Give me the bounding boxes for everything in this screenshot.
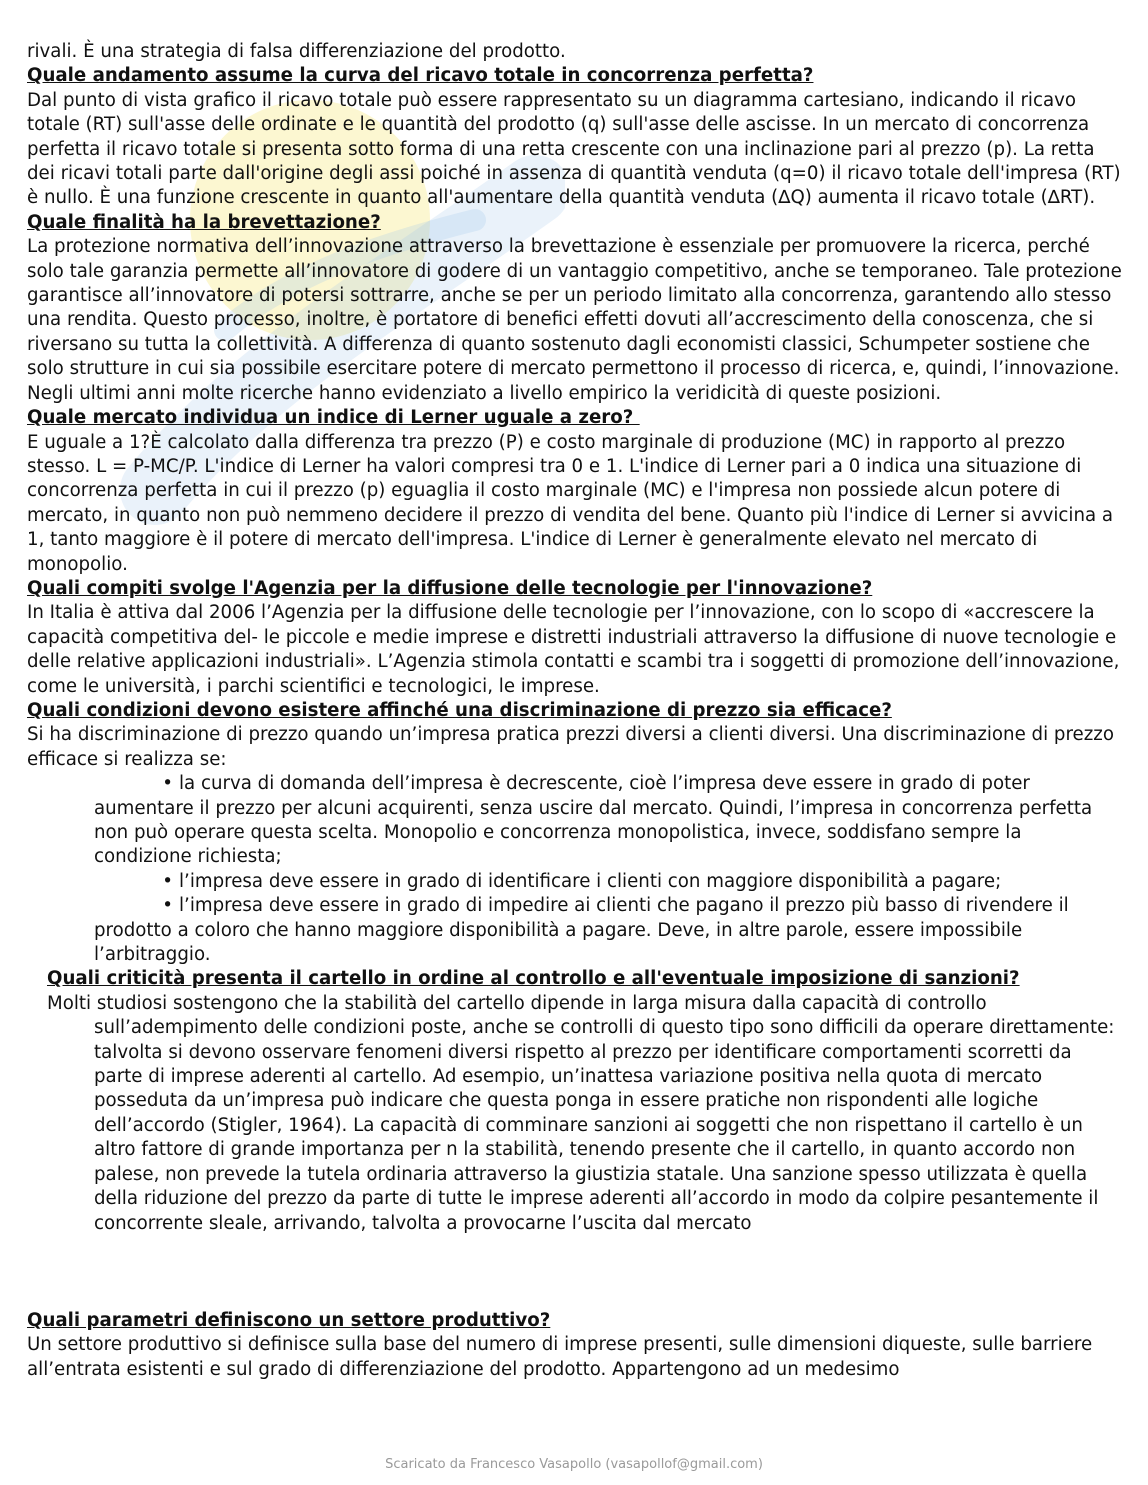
document-body bbox=[27, 40, 1122, 1382]
answer-settore: Un settore produttivo si definisce sulla base del numero di imprese presenti, sulle dimensioni diqueste, sulle barriere all’entrata esistenti e sul grado di differenziazione del prodotto. Appartengono ad un medesimo bbox=[27, 1334, 1093, 1380]
question-brevettazione: Quale finalità ha la brevettazione? bbox=[27, 211, 381, 233]
question-cartello: Quali criticità presenta il cartello in ordine al controllo e all'eventuale imposizione di sanzioni? bbox=[47, 968, 1020, 990]
question-lerner: Quale mercato individua un indice di Lerner uguale a zero? bbox=[27, 407, 640, 429]
spacer bbox=[27, 1236, 1122, 1309]
bullet-icon: • bbox=[162, 895, 173, 917]
question-agenzia: Quali compiti svolge l'Agenzia per la diffusione delle tecnologie per l'innovazione? bbox=[27, 577, 873, 599]
answer-discriminazione: Si ha discriminazione di prezzo quando un’impresa pratica prezzi diversi a clienti diversi. Una discriminazione di prezzo efficace si realizza se: bbox=[27, 724, 1114, 770]
answer-ricavo-totale: Dal punto di vista grafico il ricavo totale può essere rappresentato su un diagramma cartesiano, indicando il ricavo totale (RT) sull'asse delle ordinate e le quantità del prodotto (q) sull'asse delle ascisse. In un mercato di concorrenza perfetta il ricavo totale si presenta sotto forma di una retta crescente con una inclinazione pari al prezzo (p). La retta dei ricavi totali parte dall'origine degli assi poiché in assenza di quantità venduta (q=0) il ricavo totale dell'impresa (RT) è nullo. È una funzione crescente in quanto all'aumentare della quantità venduta (∆Q) aumenta il ricavo totale (∆RT). bbox=[27, 89, 1121, 209]
intro-tail: rivali. È una strategia di falsa differenziazione del prodotto. bbox=[27, 41, 566, 62]
list-item: • l’impresa deve essere in grado di identificare i clienti con maggiore disponibilità a pagare; bbox=[27, 870, 1122, 894]
bullet-icon: • bbox=[162, 870, 173, 892]
answer-agenzia: In Italia è attiva dal 2006 l’Agenzia per la diffusione delle tecnologie per l’innovazione, con lo scopo di «accrescere la capacità competitiva del- le piccole e medie imprese e distretti industriali attraverso la diffusione di nuove tecnologie e delle relative applicazioni industriali». L’Agenzia stimola contatti e scambi tra i soggetti di promozione dell’innovazione, come le università, i parchi scientifici e tecnologici, le imprese. bbox=[27, 602, 1120, 697]
question-ricavo-totale: Quale andamento assume la curva del ricavo totale in concorrenza perfetta? bbox=[27, 65, 814, 87]
list-item: • la curva di domanda dell’impresa è decrescente, cioè l’impresa deve essere in grado di poter aumentare il prezzo per alcuni acquirenti, senza uscire dal mercato. Quindi, l’impresa in concorrenza perfetta non può operare questa scelta. Monopolio e concorrenza monopolistica, invece, soddisfano sempre la condizione richiesta; bbox=[27, 772, 1122, 870]
bullet-icon: • bbox=[162, 773, 173, 795]
question-discriminazione: Quali condizioni devono esistere affinché una discriminazione di prezzo sia efficace? bbox=[27, 699, 892, 721]
list-item: • l’impresa deve essere in grado di impedire ai clienti che pagano il prezzo più basso di rivendere il prodotto a coloro che hanno maggiore disponibilità a pagare. Deve, in altre parole, essere impossibile l’arbitraggio. bbox=[27, 894, 1122, 967]
answer-brevettazione: La protezione normativa dell’innovazione attraverso la brevettazione è essenziale per promuovere la ricerca, perché solo tale garanzia permette all’innovatore di godere di un vantaggio competitivo, anche se temporaneo. Tale protezione garantisce all’innovatore di potersi sottrarre, anche se per un periodo limitato alla concorrenza, garantendo allo stesso una rendita. Questo processo, inoltre, è portatore di benefici effetti dovuti all’accrescimento della conoscenza, che si riversano su tutta la collettività. A differenza di quanto sostenuto dagli economisti classici, Schumpeter sostiene che solo strutture in cui sia possibile esercitare potere di mercato permettono il processo di ricerca, e, quindi, l’innovazione. Negli ultimi anni molte ricerche hanno evidenziato a livello empirico la veridicità di queste posizioni. bbox=[27, 236, 1122, 404]
question-settore: Quali parametri definiscono un settore produttivo? bbox=[27, 1309, 551, 1331]
answer-lerner: E uguale a 1?È calcolato dalla differenza tra prezzo (P) e costo marginale di produzione (MC) in rapporto al prezzo stesso. L = P-MC/P. L'indice di Lerner ha valori compresi tra 0 e 1. L'indice di Lerner pari a 0 indica una situazione di concorrenza perfetta in cui il prezzo (p) eguaglia il costo marginale (MC) e l'impresa non possiede alcun potere di mercato, in quanto non può nemmeno decidere il prezzo di vendita del bene. Quanto più l'indice di Lerner si avvicina a 1, tanto maggiore è il potere di mercato dell'impresa. L'indice di Lerner è generalmente elevato nel mercato di monopolio. bbox=[27, 431, 1114, 575]
answer-cartello: Molti studiosi sostengono che la stabilità del cartello dipende in larga misura dalla capacità di controllo sull’adempimento delle condizioni poste, anche se controlli di questo tipo sono difficili da operare direttamente: talvolta si devono osservare fenomeni diversi rispetto al prezzo per identificare comportamenti scorretti da parte di imprese aderenti al cartello. Ad esempio, un’inattesa variazione positiva nella quota di mercato posseduta da un’impresa può indicare che questa ponga in essere pratiche non rispondenti alle logiche dell’accordo (Stigler, 1964). La capacità di comminare sanzioni ai soggetti che non rispettano il cartello è un altro fattore di grande importanza per n la stabilità, tenendo presente che il cartello, in quanto accordo non palese, non prevede la tutela ordinaria attraverso la giustizia statale. Una sanzione spesso utilizzata è quella della riduzione del prezzo da parte di tutte le imprese aderenti all’accordo in modo da colpire pesantemente il concorrente sleale, arrivando, talvolta a provocarne l’uscita dal mercato bbox=[47, 992, 1115, 1234]
download-footer: Scaricato da Francesco Vasapollo (vasapollof@gmail.com) bbox=[385, 1457, 763, 1472]
